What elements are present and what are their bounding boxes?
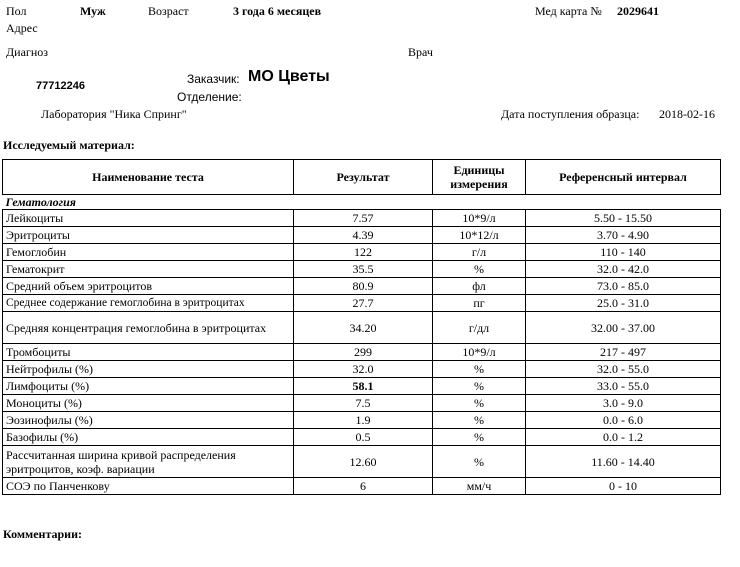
row-units: пг [433,295,526,312]
table-row [3,261,721,278]
row-units: % [433,361,526,378]
section-title: Гематология [3,195,721,210]
row-units: % [433,395,526,412]
header-name: Наименование теста [3,160,294,195]
material-label: Исследуемый материал: [3,138,135,152]
row-units: г/л [433,244,526,261]
row-result: 34.20 [294,312,433,344]
row-result: 7.57 [294,210,433,227]
row-reference: 33.0 - 55.0 [526,378,721,395]
row-name: СОЭ по Панченкову [3,478,294,495]
diagnosis-label: Диагноз [6,45,49,59]
table-row [3,395,721,412]
row-result: 0.5 [294,429,433,446]
row-reference: 3.70 - 4.90 [526,227,721,244]
date-value: 2018-02-16 [659,107,715,121]
customer-value: МО Цветы [248,68,330,85]
row-units: 10*9/л [433,210,526,227]
header-result: Результат [294,160,433,195]
row-name: Эозинофилы (%) [3,412,294,429]
row-result: 6 [294,478,433,495]
row-units: % [433,446,526,478]
row-units: 10*12/л [433,227,526,244]
age-value: 3 года 6 месяцев [233,4,322,18]
table-row [3,446,721,478]
row-name: Базофилы (%) [3,429,294,446]
row-name: Эритроциты [3,227,294,244]
row-result: 299 [294,344,433,361]
row-reference: 110 - 140 [526,244,721,261]
header-units: Единицы измерения [433,160,526,195]
customer-label: Заказчик: [187,72,240,86]
row-result: 7.5 [294,395,433,412]
row-reference: 73.0 - 85.0 [526,278,721,295]
row-units: % [433,261,526,278]
row-reference: 217 - 497 [526,344,721,361]
row-units: 10*9/л [433,344,526,361]
row-result: 35.5 [294,261,433,278]
row-name: Моноциты (%) [3,395,294,412]
row-result: 80.9 [294,278,433,295]
row-reference: 0 - 10 [526,478,721,495]
row-reference: 32.0 - 55.0 [526,361,721,378]
row-units: % [433,412,526,429]
comments-label: Комментарии: [3,527,83,541]
row-reference: 0.0 - 1.2 [526,429,721,446]
row-result: 12.60 [294,446,433,478]
doctor-label: Врач [408,45,433,59]
table-row [3,227,721,244]
table-row [3,295,721,312]
row-reference: 32.0 - 42.0 [526,261,721,278]
table-row [3,378,721,395]
row-name: Гематокрит [3,261,294,278]
row-reference: 3.0 - 9.0 [526,395,721,412]
row-name: Рассчитанная ширина кривой распределения эритроцитов, коэф. вариации [3,446,294,478]
row-result-flagged: 58.1 [294,378,433,395]
row-name: Лейкоциты [3,210,294,227]
card-label: Мед карта № [535,4,602,18]
row-units: % [433,378,526,395]
section-row [3,195,721,210]
row-reference: 25.0 - 31.0 [526,295,721,312]
row-units: % [433,429,526,446]
row-result: 122 [294,244,433,261]
table-row [3,429,721,446]
table-row [3,412,721,429]
row-name: Лимфоциты (%) [3,378,294,395]
order-code: 77712246 [36,80,85,92]
row-name: Среднее содержание гемоглобина в эритроцитах [3,295,294,312]
table-row [3,361,721,378]
date-label: Дата поступления образца: [501,107,640,121]
row-reference: 5.50 - 15.50 [526,210,721,227]
row-name: Тромбоциты [3,344,294,361]
table-row [3,278,721,295]
table-row [3,210,721,227]
table-header-row [3,160,721,195]
table-row [3,244,721,261]
row-result: 27.7 [294,295,433,312]
row-name: Нейтрофилы (%) [3,361,294,378]
department-label: Отделение: [177,90,242,104]
row-units: г/дл [433,312,526,344]
row-reference: 11.60 - 14.40 [526,446,721,478]
table-row [3,478,721,495]
table-row [3,344,721,361]
row-name: Гемоглобин [3,244,294,261]
lab-name: Лаборатория "Ника Спринг" [41,107,187,121]
address-label: Адрес [6,21,38,35]
card-value: 2029641 [617,4,659,18]
results-table [2,159,721,495]
age-label: Возраст [148,4,189,18]
row-result: 32.0 [294,361,433,378]
row-reference: 32.00 - 37.00 [526,312,721,344]
header-reference: Референсный интервал [526,160,721,195]
sex-label: Пол [6,4,27,18]
row-units: мм/ч [433,478,526,495]
table-row [3,312,721,344]
sex-value: Муж [80,4,106,18]
row-result: 1.9 [294,412,433,429]
row-result: 4.39 [294,227,433,244]
row-name: Средний объем эритроцитов [3,278,294,295]
row-reference: 0.0 - 6.0 [526,412,721,429]
row-units: фл [433,278,526,295]
row-name: Средняя концентрация гемоглобина в эритроцитах [3,312,294,344]
